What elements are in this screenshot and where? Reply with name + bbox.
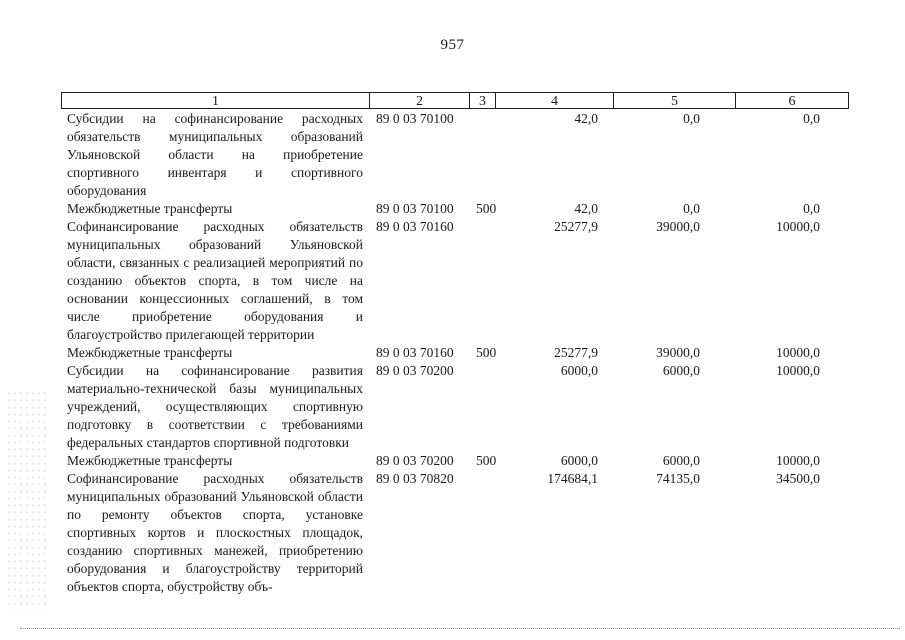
row-name: Софинансирование расходных обязательств муниципальных образований Ульяновской области, связанных с реализацией мероприятий по созданию объектов спорта, в том числе на основании концессионных соглашений, в том числе приобретение оборудования и благоустройство прилегающей территории	[67, 219, 363, 342]
row-code: 89 0 03 70200	[376, 363, 454, 378]
header-col-3: 3	[479, 94, 486, 109]
row-code: 89 0 03 70100	[376, 111, 454, 126]
row-value-col4: 174684,1	[547, 471, 598, 486]
scan-noise	[6, 390, 46, 610]
table-row	[0, 452, 905, 470]
table-row	[0, 470, 905, 596]
row-code: 89 0 03 70200	[376, 453, 454, 468]
table-body	[0, 110, 905, 596]
row-name: Межбюджетные трансферты	[67, 345, 233, 360]
row-value-col6: 10000,0	[776, 345, 820, 360]
row-value-col5: 74135,0	[656, 471, 700, 486]
row-value-col6: 10000,0	[776, 363, 820, 378]
row-value-col5: 0,0	[683, 201, 700, 216]
row-value-col4: 25277,9	[554, 345, 598, 360]
row-value-col4: 6000,0	[560, 453, 598, 468]
row-value-col5: 39000,0	[656, 219, 700, 234]
row-type: 500	[476, 345, 497, 360]
table-row	[0, 362, 905, 452]
table-row	[0, 110, 905, 200]
table-row	[0, 218, 905, 344]
header-col-4: 4	[551, 94, 558, 109]
row-code: 89 0 03 70160	[376, 345, 454, 360]
header-col-6: 6	[788, 94, 796, 109]
header-col-1: 1	[212, 94, 219, 109]
row-value-col6: 0,0	[803, 111, 820, 126]
row-code: 89 0 03 70820	[376, 471, 454, 486]
header-col-2: 2	[416, 94, 423, 109]
row-value-col5: 6000,0	[662, 453, 700, 468]
row-value-col5: 6000,0	[662, 363, 700, 378]
table-row	[0, 200, 905, 218]
row-type: 500	[476, 453, 497, 468]
row-value-col4: 25277,9	[554, 219, 598, 234]
row-value-col6: 34500,0	[776, 471, 820, 486]
row-value-col5: 0,0	[683, 111, 700, 126]
row-value-col6: 10000,0	[776, 219, 820, 234]
row-code: 89 0 03 70160	[376, 219, 454, 234]
header-col-5: 5	[671, 94, 678, 109]
row-type: 500	[476, 201, 497, 216]
row-value-col5: 39000,0	[656, 345, 700, 360]
row-name: Субсидии на софинансирование развития материально-технической базы муниципальных учреждений, осуществляющих спортивную подготовку в соответствии с требованиями федеральных стандартов спортивной подготовки	[67, 363, 363, 450]
row-value-col4: 6000,0	[560, 363, 598, 378]
row-value-col4: 42,0	[574, 201, 598, 216]
page-bottom-edge	[20, 628, 900, 629]
page-number: 957	[440, 37, 465, 53]
row-name: Субсидии на софинансирование расходных обязательств муниципальных образований Ульяновской области на приобретение спортивного инвентаря и спортивного оборудования	[67, 111, 363, 198]
row-value-col4: 42,0	[574, 111, 598, 126]
row-name: Софинансирование расходных обязательств муниципальных образований Ульяновской области по ремонту объектов спорта, установке спортивных кортов и плоскостных площадок, созданию спортивных манежей, приобретению оборудования и благоустройству территорий объектов спорта, обустройству объ-	[67, 471, 363, 594]
row-value-col6: 0,0	[803, 201, 820, 216]
row-name: Межбюджетные трансферты	[67, 201, 233, 216]
row-name: Межбюджетные трансферты	[67, 453, 233, 468]
table-header	[61, 92, 849, 109]
row-value-col6: 10000,0	[776, 453, 820, 468]
table-row	[0, 344, 905, 362]
row-code: 89 0 03 70100	[376, 201, 454, 216]
